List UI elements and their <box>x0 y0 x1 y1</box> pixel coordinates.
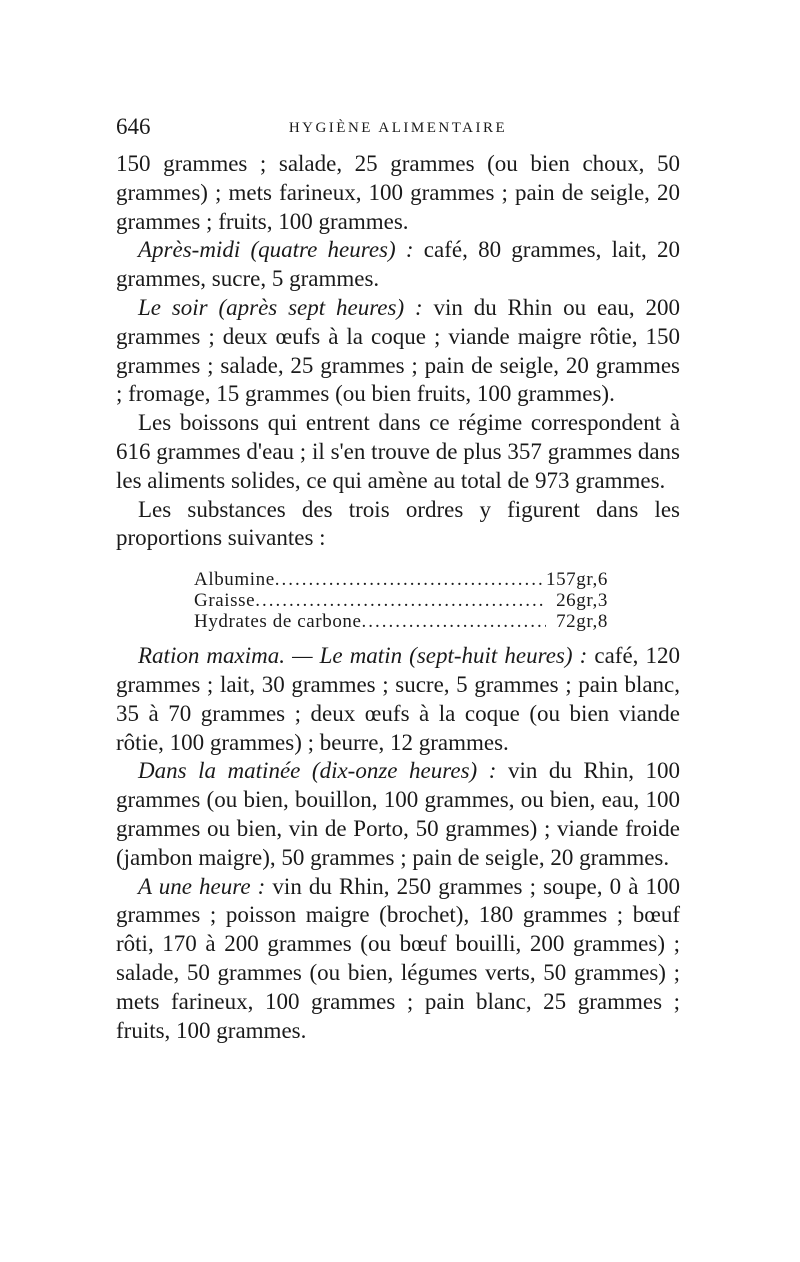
nutrient-name: Albumine <box>194 569 275 591</box>
table-row <box>194 569 608 590</box>
italic-heading-text: Le soir (après sept heures) : <box>138 294 423 320</box>
paragraph-text: café, 80 grammes, lait, 20 grammes, sucre, 5 grammes. <box>116 237 680 292</box>
paragraph <box>116 757 680 872</box>
italic-heading-text: Ration maxima. — Le matin (sept-huit heures) : <box>138 643 588 669</box>
paragraph <box>116 150 680 236</box>
running-head: HYGIÈNE ALIMENTAIRE <box>288 120 508 136</box>
italic-heading-text: Dans la matinée (dix-onze heures) : <box>138 758 497 784</box>
dot-leader <box>275 569 546 590</box>
table-row <box>194 611 608 632</box>
paragraph-text: café, 120 grammes ; lait, 30 grammes ; sucre, 5 grammes ; pain blanc, 35 à 70 grammes ; deux œufs à la coque (ou bien viande rôtie, 100 grammes) ; beurre, 12 grammes. <box>116 643 680 755</box>
paragraph-text: Les substances des trois ordres y figurent dans les proportions suivantes : <box>116 496 680 551</box>
paragraph <box>116 642 680 757</box>
page-number: 646 <box>116 114 151 139</box>
paragraph <box>116 496 680 554</box>
paragraph <box>116 236 680 294</box>
nutrient-amount: 26gr,3 <box>556 590 608 612</box>
paragraph <box>116 294 680 409</box>
dot-leader <box>362 611 546 632</box>
paragraph-text: vin du Rhin ou eau, 200 grammes ; deux œufs à la coque ; viande maigre rôtie, 150 grammes ; salade, 25 grammes ; pain de seigle, 20 grammes ; fromage, 15 grammes (ou bien fruits, 100 grammes). <box>116 294 680 407</box>
paragraph <box>116 409 680 495</box>
body-text <box>116 150 680 1045</box>
nutrient-amount: 157gr,6 <box>545 569 608 591</box>
nutrient-amount: 72gr,8 <box>556 611 608 633</box>
paragraph <box>116 873 680 1046</box>
paragraph-text: vin du Rhin, 250 grammes ; soupe, 0 à 100 grammes ; poisson maigre (brochet), 180 grammes ; bœuf rôti, 170 à 200 grammes (ou bœuf bouilli, 200 grammes) ; salade, 50 grammes (ou bien, légumes verts, 50 grammes) ; mets farineux, 100 grammes ; pain blanc, 25 grammes ; fruits, 100 grammes. <box>116 873 681 1043</box>
paragraph-text: vin du Rhin, 100 grammes (ou bien, bouillon, 100 grammes, ou bien, eau, 100 grammes ou bien, vin de Porto, 50 grammes) ; viande froide (jambon maigre), 50 grammes ; pain de seigle, 20 grammes. <box>116 758 680 870</box>
paragraphs-before-table <box>116 150 680 553</box>
paragraphs-after-table <box>116 642 680 1045</box>
nutrient-name: Graisse <box>194 590 256 612</box>
dot-leader <box>255 590 546 611</box>
page-header <box>116 112 680 142</box>
nutrient-proportions-table <box>194 569 608 632</box>
italic-heading-text: Après-midi (quatre heures) : <box>138 237 414 263</box>
paragraph-text: Les boissons qui entrent dans ce régime correspondent à 616 grammes d'eau ; il s'en trouve de plus 357 grammes dans les aliments solides, ce qui amène au total de 973 grammes. <box>116 410 680 493</box>
nutrient-name: Hydrates de carbone <box>194 611 362 633</box>
italic-heading-text: A une heure : <box>138 873 266 899</box>
table-row <box>194 590 608 611</box>
paragraph-text: 150 grammes ; salade, 25 grammes (ou bien choux, 50 grammes) ; mets farineux, 100 grammes ; pain de seigle, 20 grammes ; fruits, 100 grammes. <box>116 151 680 234</box>
